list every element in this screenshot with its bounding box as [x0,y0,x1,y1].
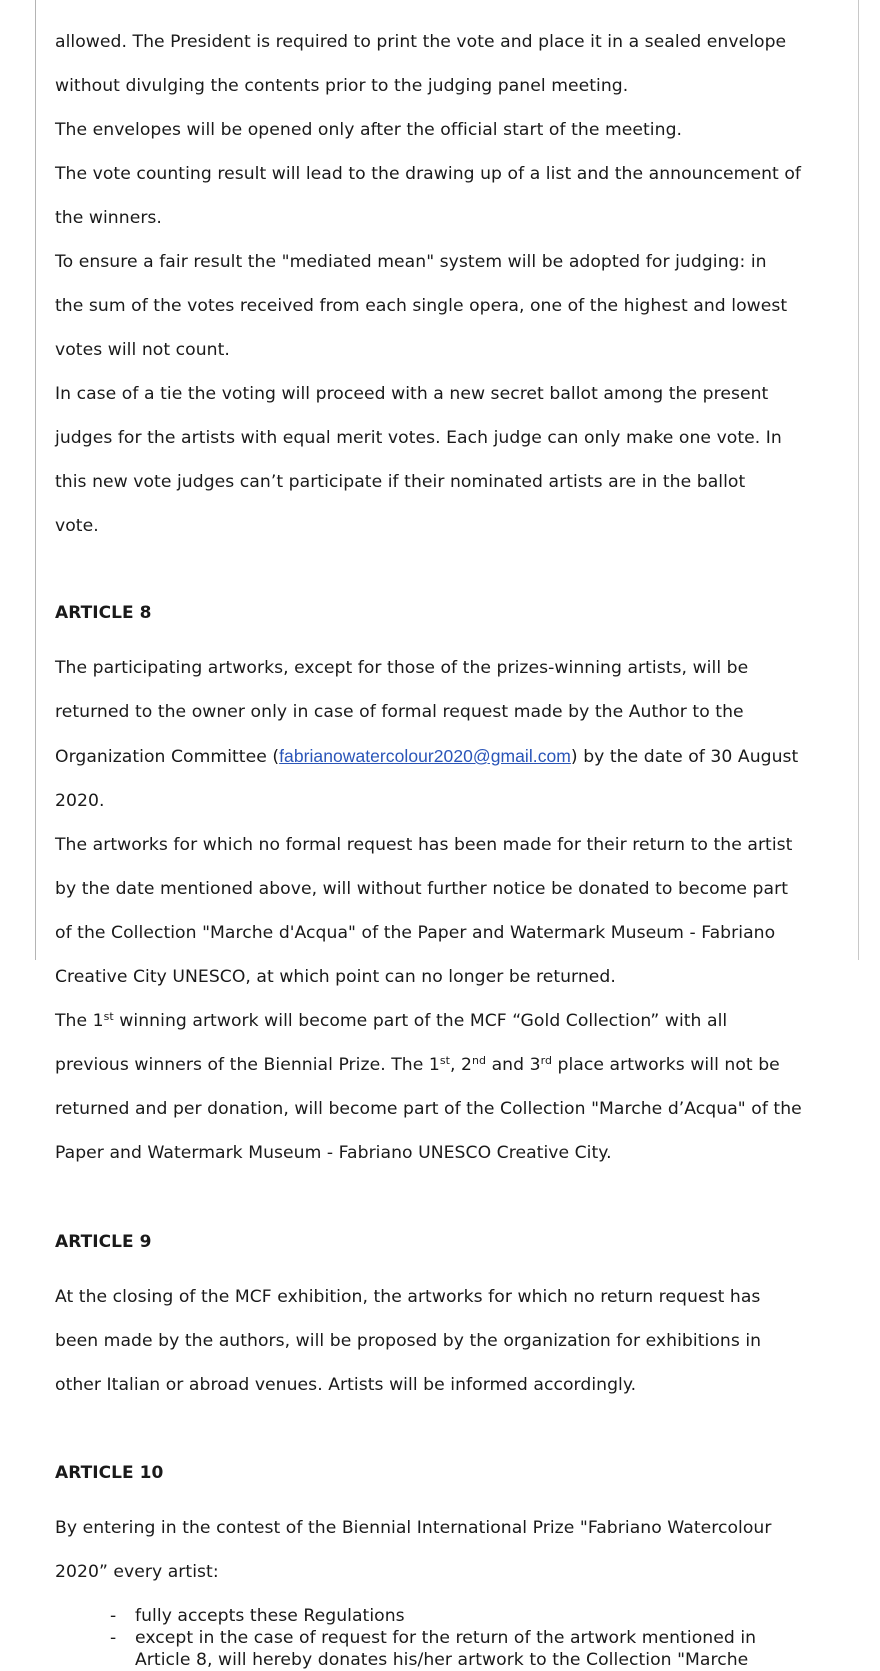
text-line: the sum of the votes received from each single opera, one of the highest and lowest [55,296,788,316]
text-line: The participating artworks, except for those of the prizes-winning artists, will be [55,658,749,678]
dash-bullet-icon: - [110,1628,117,1648]
article-9-heading: ARTICLE 9 [55,1232,152,1252]
text-line: The artworks for which no formal request has been made for their return to the artist [55,835,793,855]
text-line: vote. [55,516,99,536]
text-fragment: and 3 [486,1055,541,1075]
text-line [55,745,845,768]
text-line: judges for the artists with equal merit votes. Each judge can only make one vote. In [55,428,782,448]
article-10-bullet-list [55,1605,845,1671]
text-line: except in the case of request for the return of the artwork mentioned in [135,1628,757,1648]
text-fragment: ) by the date of 30 August [570,747,799,767]
text-line: In case of a tie the voting will proceed with a new secret ballot among the present [55,384,769,404]
text-line [55,1010,845,1032]
text-line: returned and per donation, will become part of the Collection "Marche d’Acqua" of the [55,1099,802,1119]
text-fragment: The 1 [55,1011,104,1031]
page-left-border [35,0,36,960]
page-right-border [858,0,859,960]
article-7-continuation [55,9,845,559]
ordinal-suffix: rd [540,1054,552,1067]
text-line: fully accepts these Regulations [135,1606,405,1626]
ordinal-suffix: st [439,1054,450,1067]
text-line: Article 8, will hereby donates his/her artwork to the Collection "Marche [135,1650,749,1670]
text-line: The envelopes will be opened only after the official start of the meeting. [55,120,683,140]
email-link[interactable]: fabrianowatercolour2020@gmail.com [279,746,571,766]
article-10-body [55,1495,845,1605]
text-fragment: place artworks will not be [552,1055,780,1075]
list-item [55,1605,845,1627]
dash-bullet-icon: - [110,1606,117,1626]
text-line: by the date mentioned above, will without further notice be donated to become part [55,879,789,899]
article-8-heading: ARTICLE 8 [55,603,152,623]
text-fragment: winning artwork will become part of the MCF “Gold Collection” with all [113,1011,728,1031]
text-line: other Italian or abroad venues. Artists will be informed accordingly. [55,1375,637,1395]
ordinal-suffix: st [103,1010,114,1023]
text-line: without divulging the contents prior to the judging panel meeting. [55,76,629,96]
text-line: By entering in the contest of the Biennial International Prize "Fabriano Watercolour [55,1518,772,1538]
text-line: The vote counting result will lead to the drawing up of a list and the announcement of [55,164,802,184]
article-8-body [55,635,845,1186]
document-body [55,9,845,1671]
text-line: the winners. [55,208,162,228]
article-10-heading: ARTICLE 10 [55,1463,164,1483]
article-9-body [55,1264,845,1418]
text-line: of the Collection "Marche d'Acqua" of the Paper and Watermark Museum - Fabriano [55,923,776,943]
text-line: allowed. The President is required to print the vote and place it in a sealed envelope [55,32,787,52]
text-line: returned to the owner only in case of formal request made by the Author to the [55,702,744,722]
text-line: Creative City UNESCO, at which point can no longer be returned. [55,967,616,987]
text-line: this new vote judges can’t participate if their nominated artists are in the ballot [55,472,746,492]
ordinal-suffix: nd [472,1054,487,1067]
text-line: To ensure a fair result the "mediated mean" system will be adopted for judging: in [55,252,767,272]
text-line: votes will not count. [55,340,230,360]
text-fragment: , 2 [450,1055,473,1075]
text-fragment: Organization Committee ( [55,747,280,767]
text-line: Paper and Watermark Museum - Fabriano UNESCO Creative City. [55,1143,612,1163]
list-item [55,1627,845,1671]
text-line: At the closing of the MCF exhibition, the artworks for which no return request has [55,1287,761,1307]
text-line: 2020” every artist: [55,1562,219,1582]
text-line: 2020. [55,791,105,811]
text-line [55,1054,845,1076]
text-line: been made by the authors, will be proposed by the organization for exhibitions in [55,1331,762,1351]
text-fragment: previous winners of the Biennial Prize. The 1 [55,1055,440,1075]
